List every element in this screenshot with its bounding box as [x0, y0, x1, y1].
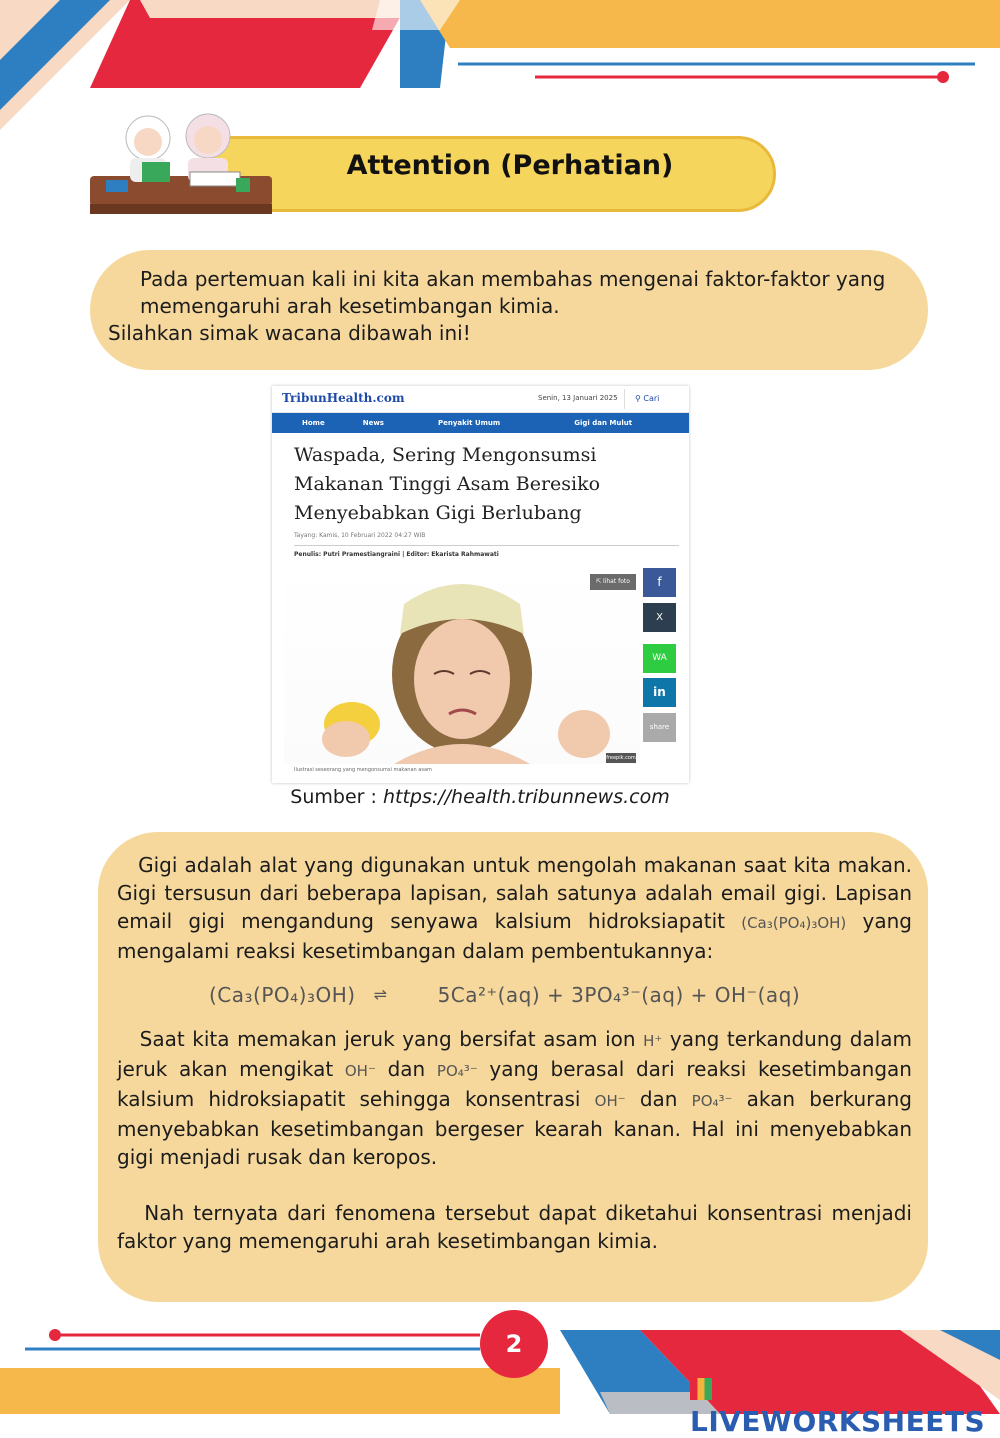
linkedin-icon: in	[643, 678, 676, 707]
facebook-icon: f	[643, 568, 676, 597]
paragraph-text: Saat kita memakan jeruk yang bersifat asam ion	[139, 1027, 636, 1051]
equation-products: 5Ca²⁺(aq) + 3PO₄³⁻(aq) + OH⁻(aq)	[437, 983, 801, 1007]
intro-box	[90, 250, 928, 370]
article-author: Penulis: Putri Pramestiangraini | Editor: Ekarista Rahmawati	[294, 545, 679, 558]
view-photo-button	[590, 574, 636, 590]
paragraph-text: dan	[639, 1087, 678, 1111]
watermark-text: LIVEWORKSHEETS	[690, 1405, 986, 1438]
article-nav-item: News	[362, 419, 384, 427]
main-content-box	[98, 832, 928, 1302]
hydroxide-ion: OH⁻	[344, 1062, 376, 1080]
news-article-screenshot	[272, 386, 689, 783]
paragraph-conclusion	[117, 1199, 912, 1255]
x-twitter-icon: X	[643, 603, 676, 632]
paragraph-text: Gigi adalah alat yang digunakan untuk mengolah makanan saat kita makan. Gigi tersusun dari beberapa lapisan, salah satunya adalah email gigi. Lapisan email gigi mengandung senyawa kalsium hidroksiapatit	[117, 853, 912, 933]
hydroxide-ion: OH⁻	[594, 1092, 626, 1110]
liveworksheets-watermark	[690, 1372, 1000, 1438]
intro-instruction: Silahkan simak wacana dibawah ini!	[108, 321, 471, 345]
source-url: https://health.tribunnews.com	[382, 786, 670, 808]
paragraph-text: dan	[387, 1057, 426, 1081]
whatsapp-icon: WA	[643, 644, 676, 673]
woman-eating-lemon-photo	[284, 564, 640, 764]
hydroxyapatite-formula: (Ca₃(PO₄)₃OH)	[741, 914, 847, 932]
intro-paragraph: Pada pertemuan kali ini kita akan membahas mengenai faktor-faktor yang memengaruhi arah kesetimbangan kimia.	[140, 267, 886, 318]
article-nav-bar	[272, 413, 689, 433]
kids-studying-illustration	[86, 108, 276, 220]
hydrogen-ion: H⁺	[643, 1032, 663, 1050]
paragraph-text: yang terkandung dalam jeruk akan mengikat	[117, 1027, 913, 1081]
paragraph-tooth-enamel	[117, 851, 912, 965]
article-brand-logo: TribunHealth.com	[282, 391, 405, 405]
photo-credit: freepik.com	[606, 755, 636, 761]
article-headline: Waspada, Sering Mengonsumsi Makanan Tinggi Asam Beresiko Menyebabkan Gigi Berlubang	[294, 444, 601, 524]
source-line	[0, 786, 960, 808]
photo-caption: Ilustrasi seseorang yang mengonsumsi makanan asam	[294, 767, 432, 773]
article-nav-item: Gigi dan Mulut	[574, 419, 633, 427]
article-date: Senin, 13 Januari 2025	[538, 394, 618, 402]
search-label: Cari	[643, 394, 660, 403]
equation-reactant: (Ca₃(PO₄)₃OH)	[209, 983, 356, 1007]
view-photo-label: lihat foto	[603, 578, 630, 585]
equilibrium-arrow-icon: ⇌	[373, 985, 388, 1004]
share-icon: share	[643, 713, 676, 742]
article-nav-item: Penyakit Umum	[437, 419, 501, 427]
equilibrium-equation	[117, 965, 912, 1025]
page-number: 2	[480, 1310, 548, 1378]
liveworksheets-logo-icon	[690, 1378, 712, 1400]
article-publish-date: Tayang: Kamis, 10 Februari 2022 04:27 WIB	[294, 532, 426, 539]
paragraph-text: yang berasal dari reaksi kesetimbangan kalsium hidroksiapatit sehingga konsentrasi	[117, 1057, 912, 1111]
phosphate-ion: PO₄³⁻	[691, 1092, 733, 1110]
search-icon: ⚲	[635, 394, 641, 403]
phosphate-ion: PO₄³⁻	[436, 1062, 478, 1080]
expand-icon: ⇱	[596, 578, 604, 585]
source-label: Sumber :	[290, 786, 377, 808]
article-nav-item: Home	[302, 419, 325, 427]
article-search-button	[624, 389, 680, 409]
paragraph-text: yang mengalami reaksi kesetimbangan dalam pembentukannya:	[117, 909, 912, 963]
paragraph-text: akan berkurang menyebabkan kesetimbangan bergeser kearah kanan. Hal ini menyebabkan gigi menjadi rusak dan keropos.	[117, 1087, 912, 1169]
page-title: Attention (Perhatian)	[346, 150, 674, 181]
paragraph-text: Nah ternyata dari fenomena tersebut dapat diketahui konsentrasi menjadi faktor yang memengaruhi arah kesetimbangan kimia.	[117, 1201, 912, 1253]
paragraph-acid-effect	[117, 1025, 912, 1171]
